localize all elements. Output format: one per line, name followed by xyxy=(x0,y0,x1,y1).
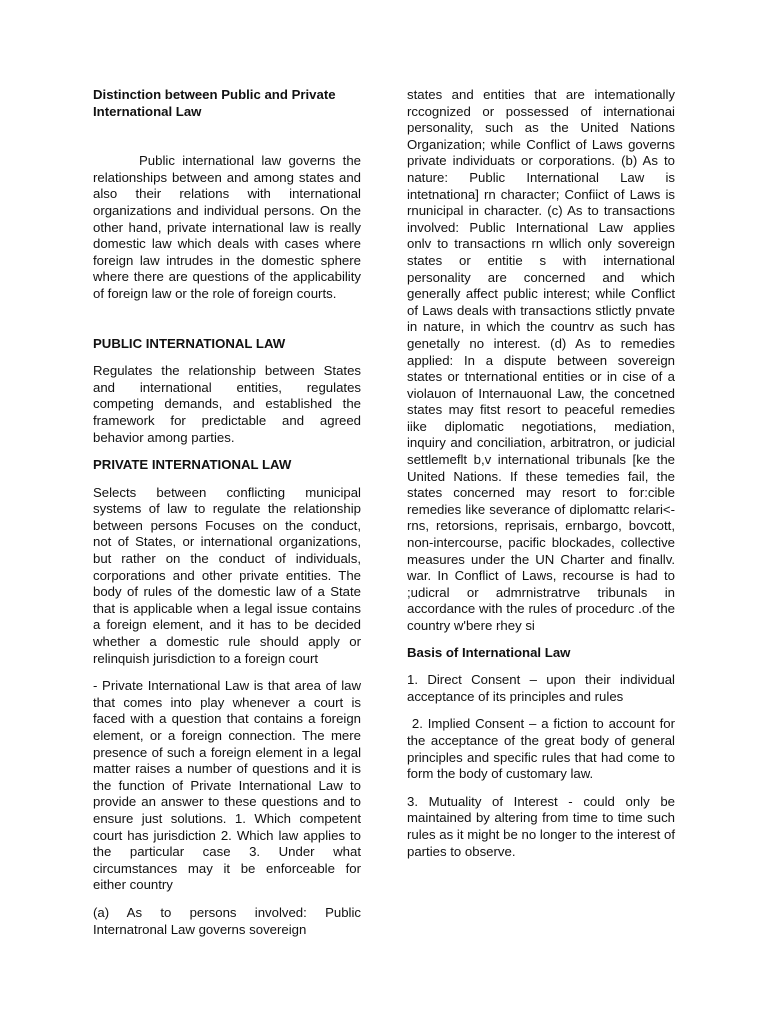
public-law-heading: PUBLIC INTERNATIONAL LAW xyxy=(93,335,286,351)
right-column xyxy=(407,87,679,860)
public-law-paragraph: Regulates the relationship between States and international entities, regulates competing demands, and established the framework for predictable and agreed behavior among parties. xyxy=(93,363,361,445)
private-law-paragraph-2: - Private International Law is that area of law that comes into play whenever a court is faced with a question that contains a foreign element, or a foreign connection. The mere presence of such a foreign element in a legal matter raises a number of questions and it is the function of Private International Law to provide an answer to these questions and to ensure just solutions. 1. Which competent court has jurisdiction 2. Which law applies to the particular case 3. Under what circumstances may it be enforceable for either country xyxy=(93,678,361,893)
document-title: Distinction between Public and Private International Law xyxy=(93,87,336,119)
basis-item-1: 1. Direct Consent – upon their individual acceptance of its principles and rules xyxy=(407,672,675,704)
private-law-heading: PRIVATE INTERNATIONAL LAW xyxy=(93,457,292,473)
basis-heading: Basis of International Law xyxy=(407,644,571,660)
continued-paragraph: states and entities that are intemationally rccognized or possessed of internationai personality, such as the United Nations Organization; while Conflict of Laws governs private individuats or corporations. (b) As to nature: Public International Law is intetnationa] rn character; Confiict of Laws is rnunicipal in character. (c) As to transactions involved: Public International Law applies onlv to transactions rn wllich only sovereign states or entitie s with international personality are concerned and which generally affect public interest; while Conflict of Laws deals with transactions stlictly pnvate in nature, in which the countrv as such has genetally no interest. (d) As to remedies applied: In a dispute between sovereign states or tnternational entities or in cise of a violauon of Internauonal Law, the concetned states may fitst resort to peaceful remedies iike diplomatic negotiations, mediation, inquiry and conciliation, arbitratron, or judicial settlemeflt b,v international tribunals [ke the United Nations. If these temedies fail, the states concerned may resort to for:cible remedies like severance of diplomattc relari<-rns, retorsions, reprisais, ernbargo, bovcott, non-intercourse, pacific blockades, collective measures under the UN Charter and finallv. war. In Conflict of Laws, recourse is had to ;udicral or admrnistratrve tribunals in accordance with the rules of procedurc .of the country w'bere rhey si xyxy=(407,87,675,633)
persons-involved-paragraph: (a) As to persons involved: Public Internatronal Law governs sovereign xyxy=(93,904,361,937)
basis-item-3: 3. Mutuality of Interest - could only be maintained by altering from time to time such rules as it might be no longer to the interest of parties to observe. xyxy=(407,793,675,859)
left-column xyxy=(93,87,361,938)
intro-paragraph: Public international law governs the relationships between and among states and also their relations with international organizations and individual persons. On the other hand, private international law is really domestic law which deals with cases where foreign law intrudes in the domestic sphere where there are questions of the applicability of foreign law or the role of foreign courts. xyxy=(93,153,361,301)
basis-item-2: 2. Implied Consent – a fiction to account for the acceptance of the great body of general principles and specific rules that had come to form the body of customary law. xyxy=(407,716,679,782)
private-law-paragraph: Selects between conflicting municipal systems of law to regulate the relationship between persons Focuses on the conduct, not of States, or international organizations, but rather on the conduct of individuals, corporations and other private entities. The body of rules of the domestic law of a State that is applicable when a legal issue contains a foreign element, and it has to be decided whether a domestic rule should apply or relinquish jurisdiction to a foreign court xyxy=(93,484,361,666)
